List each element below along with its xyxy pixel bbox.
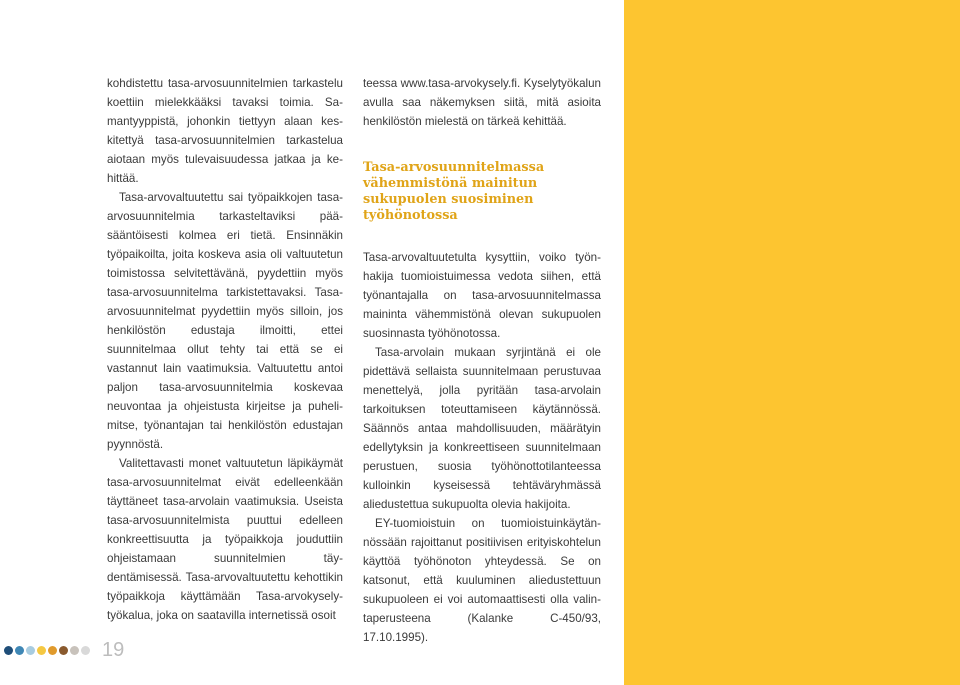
color-dot [48,646,57,655]
color-dot [59,646,68,655]
left-paragraph-3: Valitettavasti monet valtuutetun läpikäymät tasa-arvosuunnitelmat eivät edelleenkään täyttäneet tasa-arvolain vaatimuksia. Useista tasa-arvosuunnitelmista puuttui edelleen konkreettisuutta ja työpaikkoja jouduttiin ohjeistamaan suunnitelmien täydentämisessä. Tasa-arvovaltuutettu kehottikin työpaikkoja käyttämään Tasa-arvokyselytyökalua, joka on saatavilla internetissä osoit [107,457,343,622]
page-footer [4,638,124,662]
right-intro-paragraph: teessa www.tasa-arvokysely.fi. Kyselytyökalun avulla saa näkemyksen siitä, mitä asioita henkilöstön mielestä on tärkeä kehittää. [363,77,601,128]
color-dot [81,646,90,655]
color-dot [70,646,79,655]
color-dot [26,646,35,655]
right-paragraph-1: Tasa-arvovaltuutetulta kysyttiin, voiko työnhakija tuomioistuimessa vedota siihen, että työnantajalla on tasa-arvosuunnitelmassa maininta vähemmistönä olevan sukupuolen suosinnasta työhönotossa. [363,251,601,340]
color-dot [37,646,46,655]
right-column [363,74,601,647]
left-paragraph-2: Tasa-arvovaltuutettu sai työpaikkojen tasa-arvosuunnitelmia tarkasteltaviksi pääsääntöisesti kolmea eri tietä. Ensinnäkin työpaikoilta, joita koskeva asia oli valtuutetun toimistossa selvitettävänä, pyydettiin myös tasa-arvosuunnitelma tarkistettavaksi. Tasa-arvosuunnitelmat pyydettiin myös silloin, jos henkilöstön edustaja ilmoitti, ettei suunnitelmaa ollut tehty tai että se ei vastannut lain vaatimuksia. Valtuutettu antoi paljon tasa-arvosuunnitelmia koskevaa neuvontaa ja ohjeistusta kirjeitse ja puhelimitse, työnantajan tai henkilöstön edustajan pyynnöstä. [107,191,343,451]
section-heading: Tasa-arvosuunnitelmassa vähemmistönä mainitun sukupuolen suosiminen työhönotossa [363,160,545,223]
page-number: 19 [102,638,125,661]
right-paragraph-2: Tasa-arvolain mukaan syrjintänä ei ole pidettävä sellaista suunnitelmaan perustuvaa menettelyä, jolla pyritään tasa-arvolain tarkoituksen toteuttamiseen käytännössä. Säännös antaa mahdollisuuden, määrätyin edellytyksin ja konkreettiseen suunnitelmaan perustuen, suosia työhönottotilanteessa kulloinkin kyseisessä tehtäväryhmässä aliedustettua sukupuolta olevia hakijoita. [363,346,601,511]
color-dot [15,646,24,655]
left-column [107,74,343,625]
right-paragraph-3: EY-tuomioistuin on tuomioistuinkäytännössään rajoittanut positiivisen erityiskohtelun käyttöä työhönoton yhteydessä. Se on katsonut, että kuuluminen aliedustettuun sukupuoleen ei voi automaattisesti olla valintaperusteena (Kalanke C-450/93, 17.10.1995). [363,517,601,644]
left-paragraph-1: kohdistettu tasa-arvosuunnitelmien tarkastelu koettiin mielekkääksi tavaksi toimia. Samantyyppistä, johonkin tiettyyn alaan keskitettyä tasa-arvosuunnitelmien tarkastelua aiotaan myös tulevaisuudessa jatkaa ja kehittää. [107,77,343,185]
yellow-sidebar [624,0,960,685]
color-dot [4,646,13,655]
